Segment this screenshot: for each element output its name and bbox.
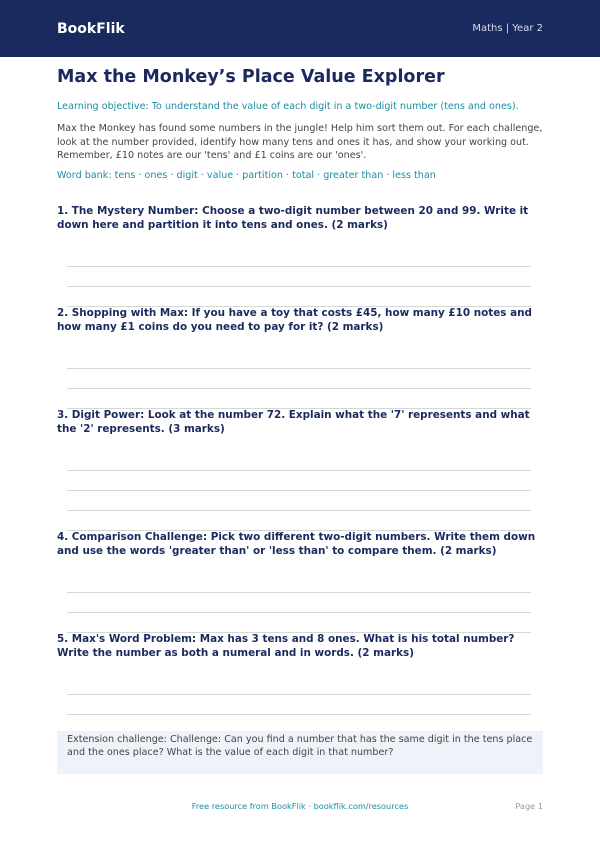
header-bar — [0, 0, 600, 57]
question-4 — [57, 530, 543, 558]
question-2 — [57, 306, 543, 334]
answer-line[interactable] — [67, 286, 531, 287]
intro-section — [57, 67, 543, 182]
intro-text: Max the Monkey has found some numbers in the jungle! Help him sort them out. For each challenge, look at the number provided, identify how many tens and ones it has, and show your working out. Remember, £10 notes are our 'tens' and £1 coins are our 'ones'. — [57, 123, 543, 161]
answer-line[interactable] — [67, 510, 531, 511]
question-text: 4. Comparison Challenge: Pick two different two-digit numbers. Write them down and use the words 'greater than' or 'less than' to compare them. (2 marks) — [57, 531, 536, 557]
brand-logo: BookFlik — [57, 20, 125, 37]
answer-line[interactable] — [67, 388, 531, 389]
answer-line[interactable] — [67, 266, 531, 267]
answer-line[interactable] — [67, 694, 531, 695]
question-text: 2. Shopping with Max: If you have a toy that costs £45, how many £10 notes and how many £1 coins do you need to pay for it? (2 marks) — [57, 307, 532, 333]
page-title: Max the Monkey’s Place Value Explorer — [57, 67, 445, 87]
answer-line[interactable] — [67, 714, 531, 715]
page-number: Page 1 — [515, 801, 543, 811]
answer-line[interactable] — [67, 470, 531, 471]
question-3 — [57, 408, 543, 436]
subject-label: Maths | Year 2 — [472, 23, 543, 34]
footer — [0, 801, 600, 815]
question-text: 1. The Mystery Number: Choose a two-digit number between 20 and 99. Write it down here and partition it into tens and ones. (2 marks) — [57, 205, 529, 231]
question-text: 3. Digit Power: Look at the number 72. Explain what the '7' represents and what the '2' represents. (3 marks) — [57, 409, 530, 435]
learning-objective: Learning objective: To understand the value of each digit in a two-digit number (tens and ones). — [57, 101, 519, 112]
answer-line[interactable] — [67, 490, 531, 491]
footer-link[interactable]: Free resource from BookFlik · bookflik.com/resources — [191, 801, 409, 811]
question-5 — [57, 632, 543, 660]
question-text: 5. Max's Word Problem: Max has 3 tens and 8 ones. What is his total number? Write the number as both a numeral and in words. (2 marks) — [57, 633, 515, 659]
word-bank: Word bank: tens · ones · digit · value · partition · total · greater than · less than — [57, 169, 436, 181]
question-1 — [57, 204, 543, 232]
answer-line[interactable] — [67, 368, 531, 369]
answer-line[interactable] — [67, 612, 531, 613]
extension-challenge: Extension challenge: Challenge: Can you find a number that has the same digit in the tens place and the ones place? What is the value of each digit in that number? — [57, 731, 543, 774]
answer-line[interactable] — [67, 592, 531, 593]
